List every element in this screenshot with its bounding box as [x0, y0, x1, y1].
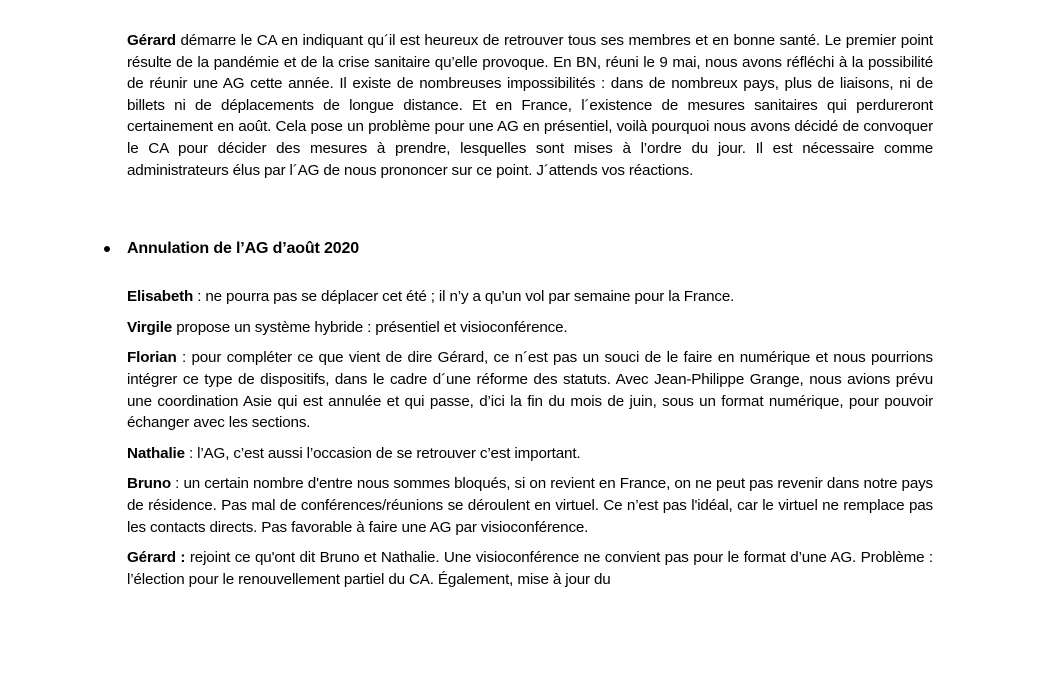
entry-text: rejoint ce qu'ont dit Bruno et Nathalie. Une visioconférence ne convient pas pour le format d’une AG. Problème : l’élection pour le renouvellement partiel du CA. Également, mise à jour du	[127, 549, 933, 588]
speaker-separator: :	[184, 444, 198, 462]
speaker-name: Gérard :	[127, 549, 186, 567]
speaker-name: Florian	[127, 349, 177, 367]
speaker-separator: :	[193, 288, 206, 306]
entry-text: pour compléter ce que vient de dire Gérard, ce n´est pas un souci de le faire en numérique et nous pourrions intégrer ce type de dispositifs, dans le cadre d´une réforme des statuts. Avec Jean-Philippe Grange, nous avions prévu une coordination Asie qui est annulée et qui passe, d’ici la fin du mois de juin, sous un format numérique, pour pouvoir échanger avec les sections.	[127, 349, 933, 432]
entry-text: l’AG, c’est aussi l’occasion de se retrouver c’est important.	[197, 444, 581, 462]
speaker-name: Virgile	[127, 318, 173, 336]
discussion-entry	[127, 547, 933, 590]
discussion-entry	[127, 473, 933, 538]
discussion-entry	[127, 286, 933, 308]
discussion-entry	[127, 443, 933, 465]
speaker-name: Gérard	[127, 32, 176, 49]
speaker-name: Nathalie	[127, 444, 185, 462]
entry-text: ne pourra pas se déplacer cet été ; il n’y a qu’un vol par semaine pour la France.	[205, 288, 735, 306]
speaker-name: Elisabeth	[127, 288, 194, 306]
speaker-name: Bruno	[127, 475, 171, 493]
speaker-separator: :	[176, 349, 192, 367]
speaker-separator: :	[170, 475, 184, 493]
discussion-list	[127, 286, 933, 590]
bullet-icon	[104, 246, 110, 252]
intro-paragraph	[127, 30, 933, 181]
document-body	[127, 30, 933, 599]
discussion-entry	[127, 317, 933, 339]
entry-text: propose un système hybride : présentiel et visioconférence.	[176, 318, 568, 336]
section-heading	[127, 238, 933, 260]
entry-text: un certain nombre d'entre nous sommes bloqués, si on revient en France, on ne peut pas revenir dans notre pays de résidence. Pas mal de conférences/réunions se déroulent en virtuel. Ce n’est pas l'idéal, car le virtuel ne remplace pas les contacts directs. Pas favorable à faire une AG par visioconférence.	[127, 475, 933, 536]
paragraph-text: démarre le CA en indiquant qu´il est heureux de retrouver tous ses membres et en bonne santé. Le premier point résulte de la pandémie et de la crise sanitaire qu’elle provoque. En BN, réuni le 9 mai, nous avons réfléchi à la possibilité de réunir une AG cette année. Il existe de nombreuses impossibilités : dans de nombreux pays, plus de liaisons, ni de billets ni de déplacements de longue distance. Et en France, l´existence de mesures sanitaires qui perdureront certainement en août. Cela pose un problème pour une AG en présentiel, voilà pourquoi nous avons décidé de convoquer le CA pour décider des mesures à prendre, lesquelles sont mises à l’ordre du jour. Il est nécessaire comme administrateurs élus par l´AG de nous prononcer sur ce point. J´attends vos réactions.	[127, 32, 933, 179]
section-heading-text: Annulation de l’AG d’août 2020	[127, 240, 359, 258]
discussion-entry	[127, 347, 933, 433]
